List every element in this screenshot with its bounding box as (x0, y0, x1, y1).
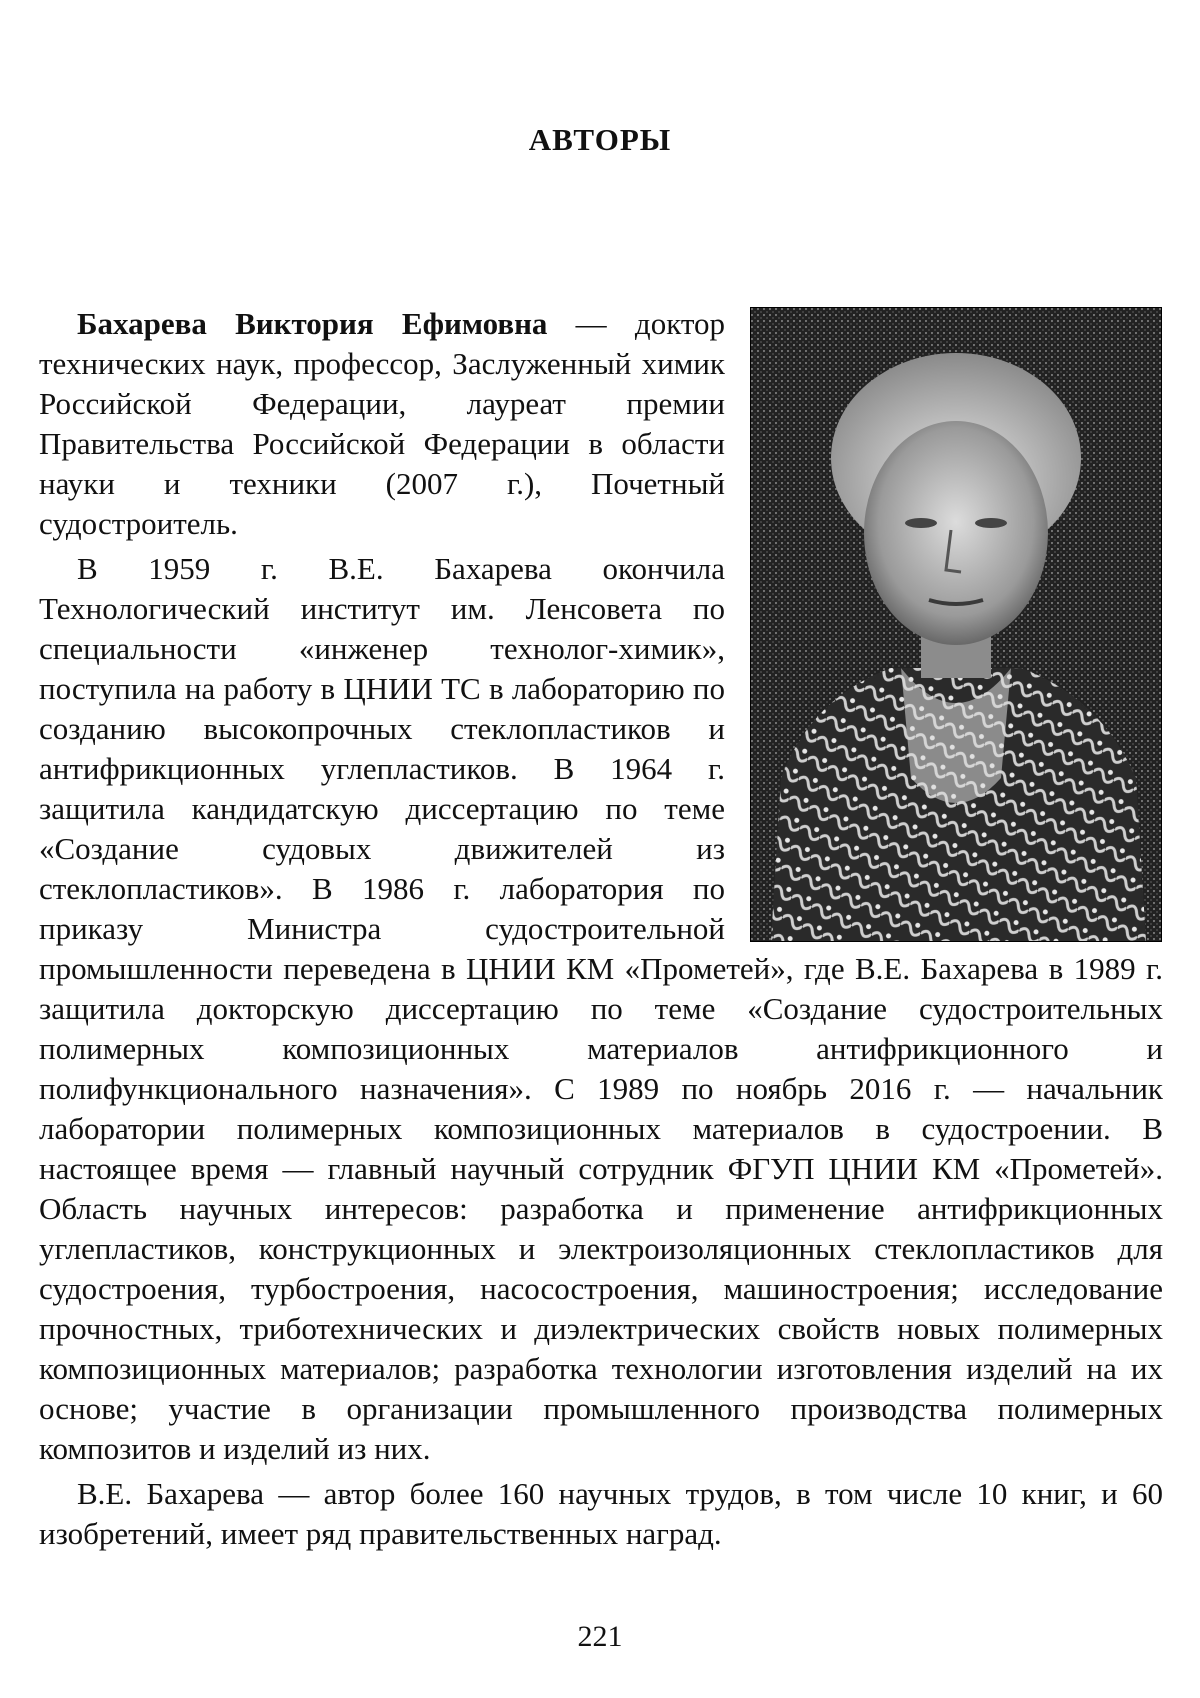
author-bio (39, 304, 1163, 1554)
page-title: АВТОРЫ (528, 122, 672, 157)
bio-paragraph-3: В.Е. Бахарева — автор более 160 научных трудов, в том числе 10 книг, и 60 изобретений, имеет ряд правительственных наград. (39, 1476, 1163, 1551)
bio-paragraph-1-text: — доктор технических наук, профессор, Заслуженный химик Российской Федерации, лауреат премии Правительства Российской Федерации в области науки и техники (2007 г.), Почетный судостроитель. (39, 306, 725, 541)
page-number: 221 (577, 1620, 623, 1653)
author-name: Бахарева Виктория Ефимовна (77, 306, 548, 341)
bio-paragraph-2: В 1959 г. В.Е. Бахарева окончила Технологический институт им. Ленсовета по специальности «инженер технолог-химик», поступила на работу в ЦНИИ ТС в лабораторию по созданию высокопрочных стеклопластиков и антифрикционных углепластиков. В 1964 г. защитила кандидатскую диссертацию по теме «Создание судовых движителей из стеклопластиков». В 1986 г. лаборатория по приказу Министра судостроительной промышленности переведена в ЦНИИ КМ «Прометей», где В.Е. Бахарева в 1989 г. защитила докторскую диссертацию по теме «Создание судостроительных полимерных композиционных материалов антифрикционного и полифункционального назначения». С 1989 по ноябрь 2016 г. — начальник лаборатории полимерных композиционных материалов в судостроении. В настоящее время — главный научный сотрудник ФГУП ЦНИИ КМ «Прометей». Область научных интересов: разработка и применение антифрикционных углепластиков, конструкционных и электроизоляционных стеклопластиков для судостроения, турбостроения, насосостроения, машиностроения; исследование прочностных, триботехнических и диэлектрических свойств новых полимерных композиционных материалов; разработка технологии изготовления изделий на их основе; участие в организации промышленного производства полимерных композитов и изделий из них. (39, 551, 1163, 1466)
